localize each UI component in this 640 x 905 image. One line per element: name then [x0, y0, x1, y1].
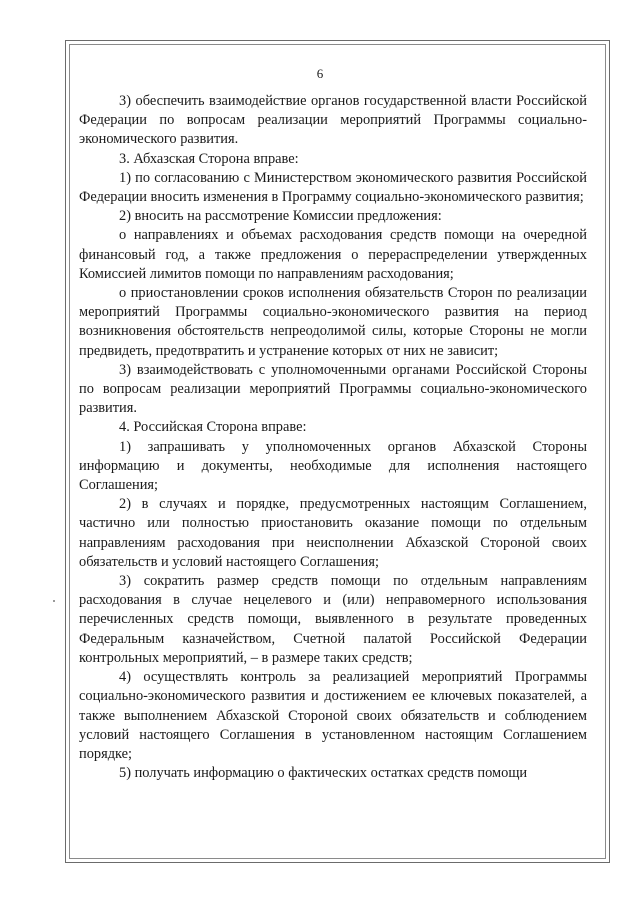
paragraph: о направлениях и объемах расходования средств помощи на очередной финансовый год, а также предложения о перераспределении утвержденных Комиссией лимитов помощи по направлениям расходования;: [79, 227, 587, 282]
document-body: [79, 92, 587, 783]
page-number: 6: [316, 66, 324, 81]
paragraph: 2) в случаях и порядке, предусмотренных настоящим Соглашением, частично или полностью приостановить оказание помощи по отдельным направлениям расходования при неисполнении Абхазской Стороной своих обязательств и условий настоящего Соглашения;: [79, 496, 587, 570]
section-heading: 4. Российская Сторона вправе:: [119, 419, 307, 436]
paragraph: 3) взаимодействовать с уполномоченными органами Российской Стороны по вопросам реализации мероприятий Программы социально-экономического развития.: [79, 361, 587, 417]
scan-artifact: [53, 600, 55, 602]
paragraph: 5) получать информацию о фактических остатках средств помощи: [119, 765, 528, 782]
section-heading: 3. Абхазская Сторона вправе:: [119, 150, 299, 167]
paragraph: о приостановлении сроков исполнения обязательств Сторон по реализации мероприятий Программы социально-экономического развития на период возникновения обстоятельств непреодолимой силы, которые Стороны не могли предвидеть, предотвратить и устранение которых от них не зависит;: [79, 285, 587, 359]
paragraph: 3) сократить размер средств помощи по отдельным направлениям расходования в случае нецелевого и (или) неправомерного использования перечисленных средств помощи, выявленного в результате проведенных Федеральным казначейством, Счетной палатой Российской Федерации контрольных мероприятий, – в размере таких средств;: [79, 573, 587, 666]
paragraph: 4) осуществлять контроль за реализацией мероприятий Программы социально-экономического развития и достижением ее ключевых показателей, а также выполнением Абхазской Стороной своих обязательств и соблюдением условий настоящего Соглашения в установленном настоящим Соглашением порядке;: [79, 669, 587, 762]
paragraph: 3) обеспечить взаимодействие органов государственной власти Российской Федерации по вопросам реализации мероприятий Программы социально-экономического развития.: [79, 93, 587, 148]
paragraph: 1) запрашивать у уполномоченных органов Абхазской Стороны информацию и документы, необходимые для исполнения настоящего Соглашения;: [79, 438, 587, 494]
paragraph: 2) вносить на рассмотрение Комиссии предложения:: [119, 208, 442, 225]
paragraph: 1) по согласованию с Министерством экономического развития Российской Федерации вносить изменения в Программу социально-экономического развития;: [79, 169, 587, 206]
